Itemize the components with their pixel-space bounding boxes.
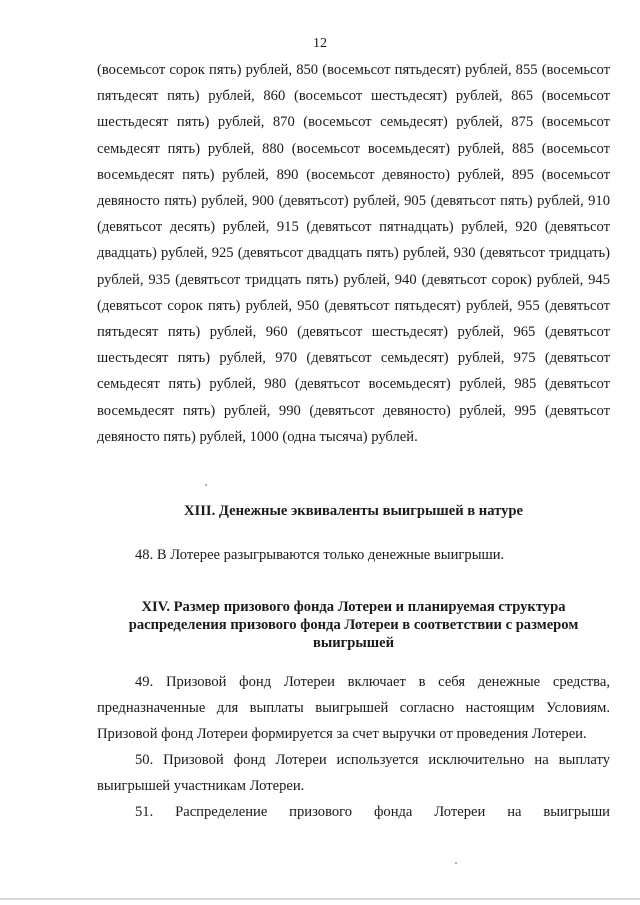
paragraph-49: 49. Призовой фонд Лотереи включает в себя денежные средства, предназначенные для выплаты выигрышей согласно настоящим Условиям. Призовой фонд Лотереи формируется за счет выручки от проведения Лотереи. (97, 674, 610, 743)
scan-speck (455, 862, 457, 864)
paragraph-48: 48. В Лотерее разыгрываются только денежные выигрыши. (135, 547, 505, 563)
section-heading-13: XIII. Денежные эквиваленты выигрышей в натуре (184, 503, 523, 519)
paragraph-prize-amounts-continuation: (восемьсот сорок пять) рублей, 850 (восемьсот пятьдесят) рублей, 855 (восемьсот пятьдесят пять) рублей, 860 (восемьсот шестьдесят) рублей, 865 (восемьсот шестьдесят пять) рублей, 870 (восемьсот семьдесят) рублей, 875 (восемьсот семьдесят пять) рублей, 880 (восемьсот восемьдесят) рублей, 885 (восемьсот восемьдесят пять) рублей, 890 (восемьсот девяносто) рублей, 895 (восемьсот девяносто пять) рублей, 900 (девятьсот) рублей, 905 (девятьсот пять) рублей, 910 (девятьсот десять) рублей, 915 (девятьсот пятнадцать) рублей, 920 (девятьсот двадцать) рублей, 925 (девятьсот двадцать пять) рублей, 930 (девятьсот тридцать) рублей, 935 (девятьсот тридцать пять) рублей, 940 (девятьсот сорок) рублей, 945 (девятьсот сорок пять) рублей, 950 (девятьсот пятьдесят) рублей, 955 (девятьсот пятьдесят пять) рублей, 960 (девятьсот шестьдесят) рублей, 965 (девятьсот шестьдесят пять) рублей, 970 (девятьсот семьдесят) рублей, 975 (девятьсот семьдесят пять) рублей, 980 (девятьсот восемьдесят) рублей, 985 (девятьсот восемьдесят пять) рублей, 990 (девятьсот девяносто) рублей, 995 (девятьсот девяносто пять) рублей, 1000 (одна тысяча) рублей. (97, 62, 610, 445)
scan-edge-line (0, 898, 640, 900)
section-heading-14: XIV. Размер призового фонда Лотереи и планируемая структура распределения призового фонда Лотереи в соответствии с размером выигрышей (128, 599, 579, 651)
scan-speck (205, 484, 207, 486)
paragraph-51: 51. Распределение призового фонда Лотереи на выигрыши (135, 804, 610, 820)
page-number: 12 (313, 36, 327, 51)
paragraph-50: 50. Призовой фонд Лотереи используется исключительно на выплату выигрышей участникам Лотереи. (97, 752, 610, 795)
